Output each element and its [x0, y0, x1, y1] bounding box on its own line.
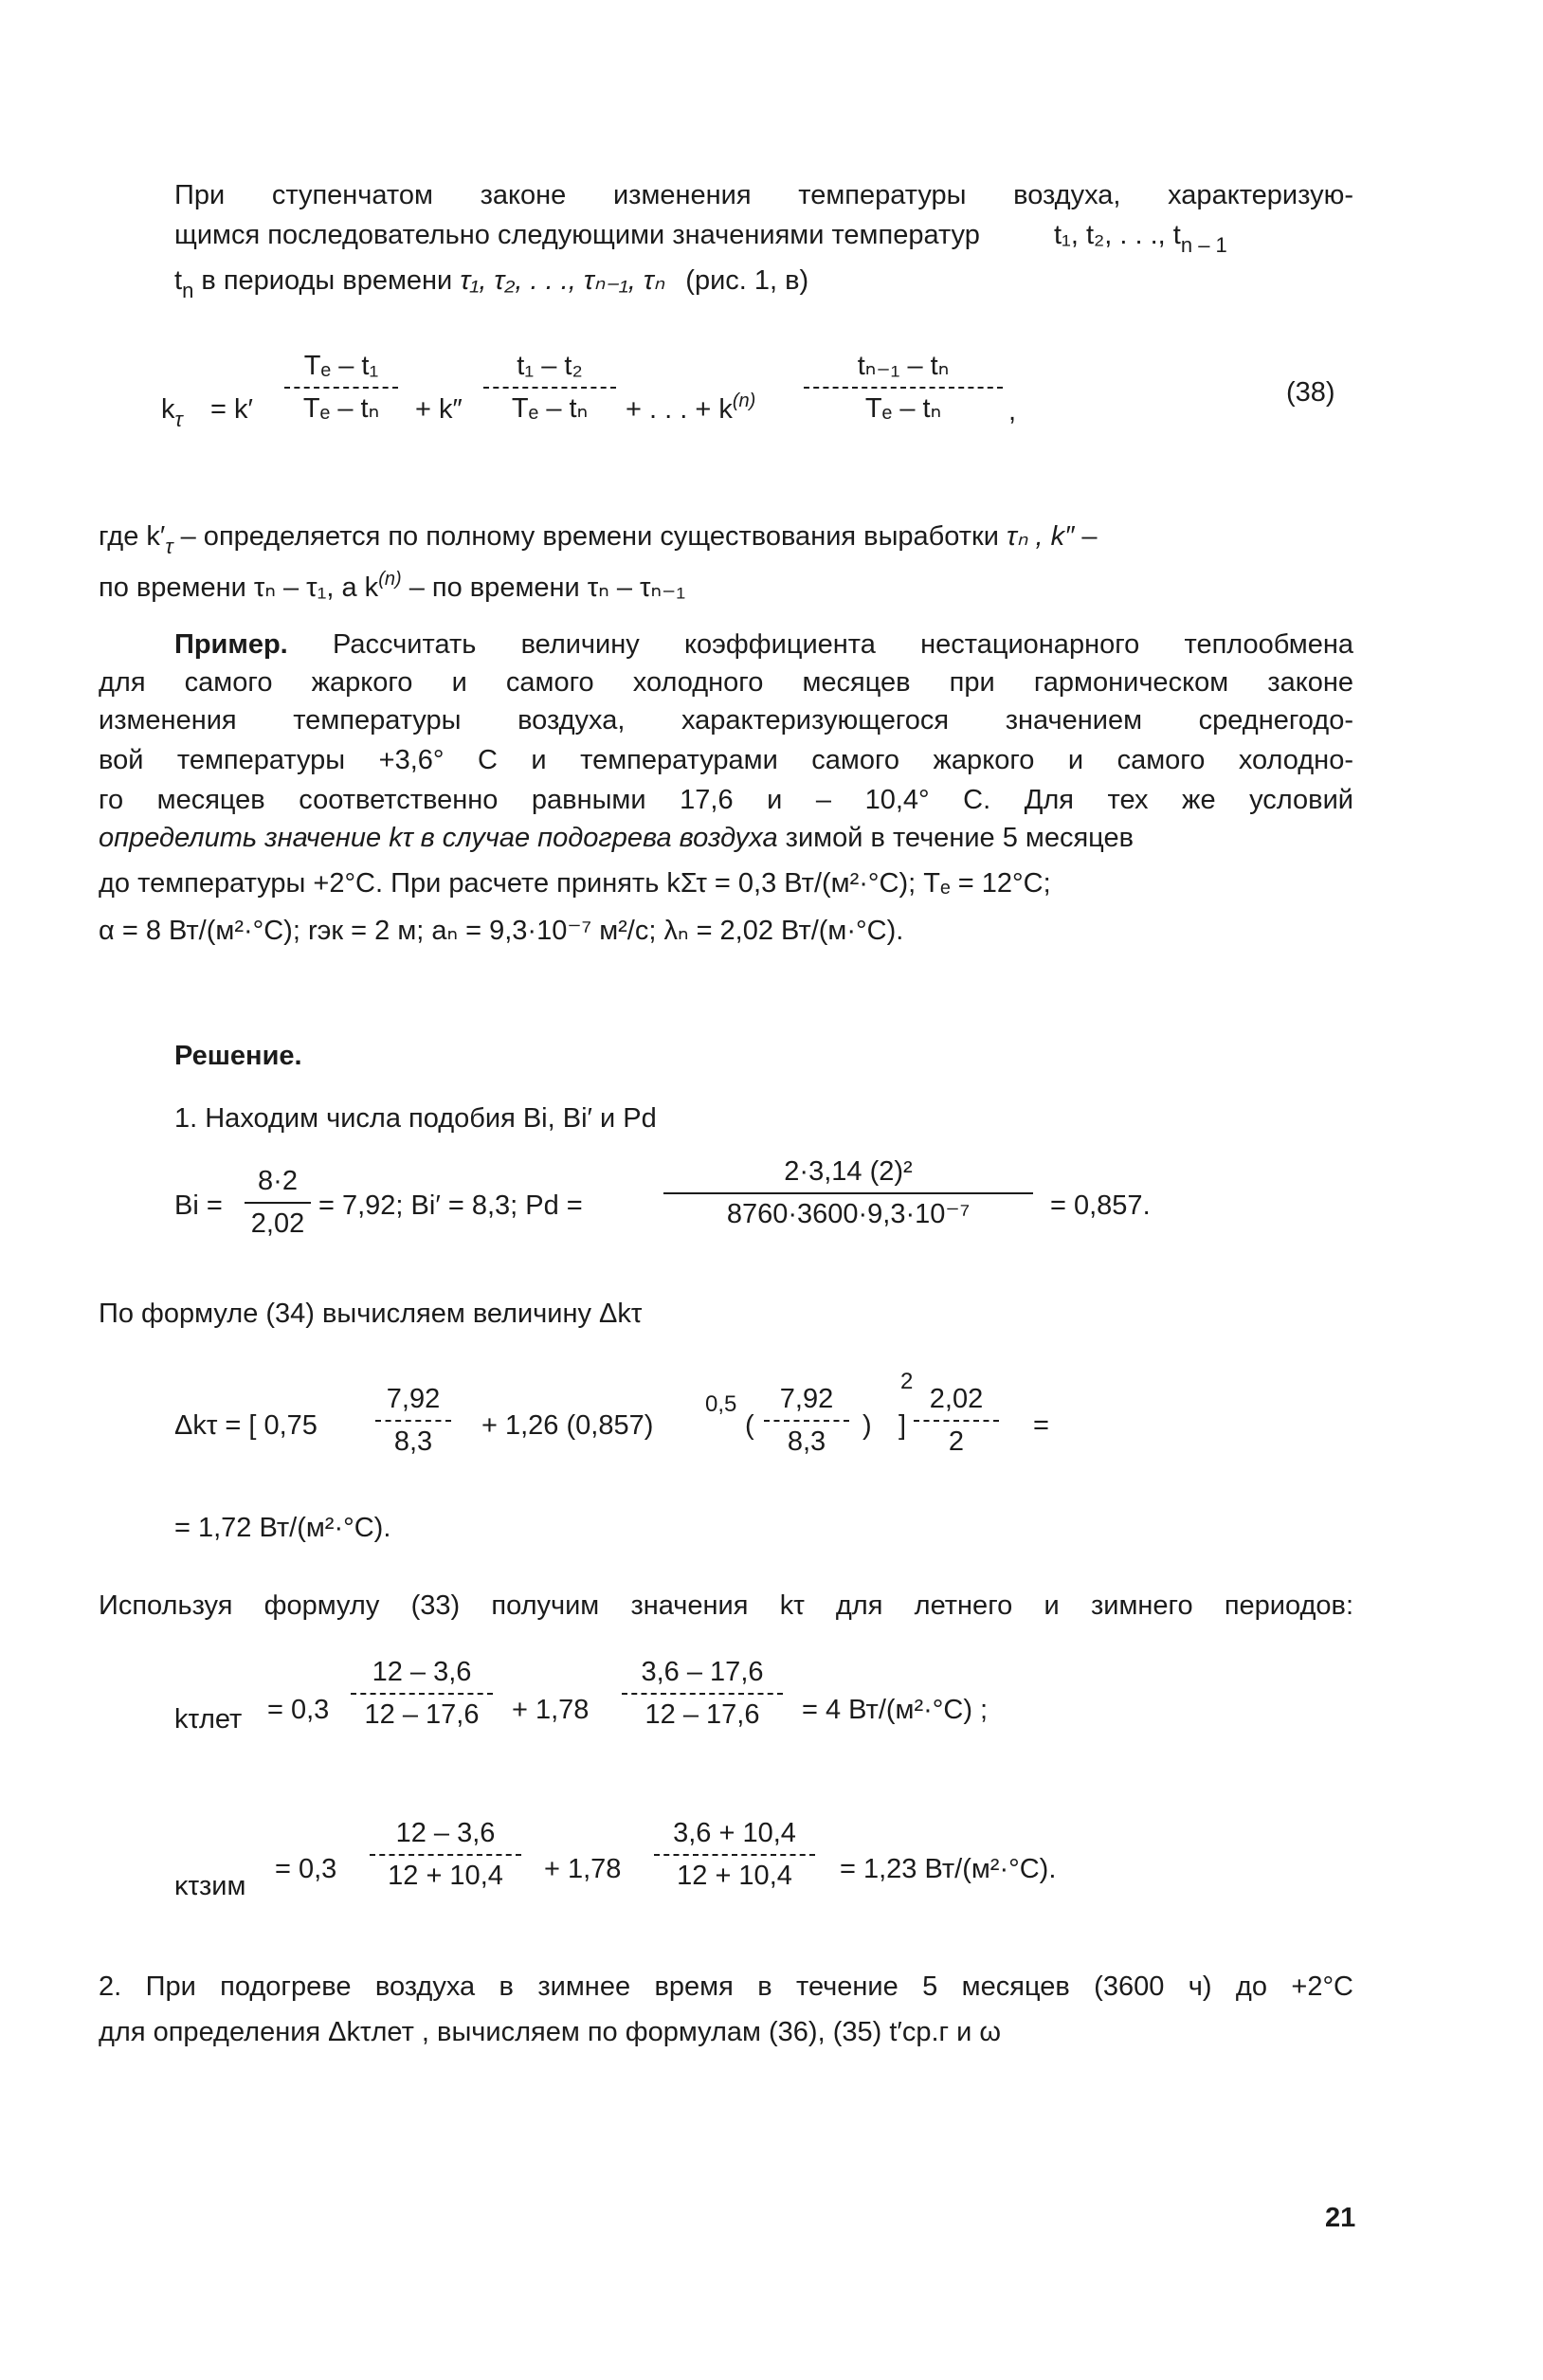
- pd-num: 2·3,14 (2)²: [784, 1156, 913, 1187]
- dk-open-paren: (: [745, 1410, 754, 1441]
- t-n: t: [174, 265, 183, 296]
- fraction-bar: [622, 1693, 783, 1695]
- where-dash: –: [1081, 521, 1098, 552]
- solution-step-1: 1. Находим числа подобия Bi, Bi′ и Pd: [174, 1103, 657, 1134]
- eq38-f2-den: Tₑ – tₙ: [511, 393, 589, 424]
- dk-close-paren: ): [862, 1410, 872, 1441]
- k-winter-c2: + 1,78: [544, 1854, 622, 1884]
- dk-f3-num: 2,02: [929, 1384, 984, 1414]
- dk-f2-den: 8,3: [787, 1426, 826, 1457]
- eq38-k: k: [161, 394, 175, 425]
- dk-lhs: Δkτ = [ 0,75: [174, 1410, 318, 1441]
- eq38-fraction-3: [804, 353, 1003, 423]
- kz-f1-num: 12 – 3,6: [395, 1818, 496, 1848]
- eq38-k-sub: τ: [174, 408, 183, 431]
- k-summer-c2: + 1,78: [512, 1695, 590, 1725]
- example-line-3: изменения температуры воздуха, характеризующегося значением среднегодо-: [99, 705, 1353, 736]
- eq38-k3-sup: (n): [732, 391, 756, 411]
- dk-fraction-3: [914, 1386, 999, 1456]
- where-line-2: [99, 569, 686, 603]
- eq38-f2-num: t₁ – t₂: [517, 351, 583, 381]
- t-n-sub: n: [182, 279, 194, 302]
- pd-rest: = 0,857.: [1050, 1190, 1151, 1221]
- eq38-k3: + . . . + k: [626, 394, 733, 425]
- k-summer-result: = 4 Вт/(м²·°С) ;: [802, 1695, 989, 1725]
- dk-result: = 1,72 Вт/(м²·°С).: [174, 1513, 391, 1543]
- example-line-6: [99, 825, 1134, 852]
- fraction-bar: [370, 1854, 521, 1856]
- k-winter-fraction-1: [370, 1820, 521, 1890]
- bi-fraction: [245, 1168, 311, 1238]
- example-line-8: α = 8 Вт/(м²·°С); rэк = 2 м; aₙ = 9,3·10⁻⁷ м²/с; λₙ = 2,02 Вт/(м·°С).: [99, 916, 904, 946]
- where-text-2: по времени τₙ – τ₁, а k: [99, 572, 379, 603]
- kl-f1-num: 12 – 3,6: [372, 1657, 472, 1687]
- fraction-bar: [914, 1420, 999, 1422]
- kl-f1-den: 12 – 17,6: [364, 1699, 480, 1730]
- bi-rest: = 7,92; Bi′ = 8,3; Pd =: [318, 1190, 583, 1221]
- kl-f2-den: 12 – 17,6: [644, 1699, 760, 1730]
- example-text-1: Рассчитать величину коэффициента нестационарного теплообмена: [333, 629, 1353, 660]
- eq38-fraction-2: [483, 353, 616, 423]
- fraction-bar: [284, 387, 398, 389]
- dk-close-bracket: ]: [899, 1410, 907, 1441]
- k-winter-result: = 1,23 Вт/(м²·°С).: [840, 1854, 1057, 1884]
- intro-line-2: щимся последовательно следующими значениями температур: [174, 220, 980, 250]
- bi-num: 8·2: [258, 1166, 298, 1196]
- bi-den: 2,02: [250, 1208, 305, 1239]
- kz-f1-den: 12 + 10,4: [388, 1861, 503, 1891]
- temp-sequence: t₁, t₂, . . ., t: [1054, 220, 1181, 250]
- eq38-f3-den: Tₑ – tₙ: [864, 393, 942, 424]
- eq38-term2-coef: + k″: [415, 394, 463, 425]
- figure-ref: (рис. 1, в): [685, 265, 809, 296]
- tau-sequence: τ₁, τ₂, . . ., τₙ₋₁, τₙ: [460, 265, 665, 296]
- bi-lhs: Bi =: [174, 1190, 223, 1221]
- dk-f3-den: 2: [948, 1426, 965, 1457]
- fraction-bar: [245, 1202, 311, 1204]
- intro-line-3: [174, 265, 809, 302]
- eq38-f1-num: Tₑ – t₁: [303, 351, 379, 381]
- fraction-bar: [764, 1420, 849, 1422]
- eq38-lhs: [161, 394, 183, 431]
- eq38-tail: ,: [1008, 396, 1017, 427]
- k-summer-lhs: kτлет: [174, 1704, 243, 1735]
- where-line-1: [99, 521, 1098, 558]
- dk-fraction-1: [375, 1386, 451, 1456]
- where-text-3: – по времени τₙ – τₙ₋₁: [408, 572, 686, 603]
- intro-line-2-sequence: [1054, 220, 1227, 257]
- example-line-7: до температуры +2°С. При расчете принять kΣτ = 0,3 Вт/(м²·°С); Tₑ = 12°С;: [99, 868, 1051, 899]
- dk-f1-den: 8,3: [393, 1426, 433, 1457]
- eq38-term3-coef: [626, 391, 756, 425]
- eq38-fraction-1: [284, 353, 398, 423]
- k-summer-c1: = 0,3: [267, 1695, 330, 1725]
- fraction-bar: [375, 1420, 451, 1422]
- fraction-bar: [654, 1854, 815, 1856]
- example-line-1: [174, 631, 1353, 659]
- eq38-f3-num: tₙ₋₁ – tₙ: [857, 351, 950, 381]
- intro-line-1: При ступенчатом законе изменения температуры воздуха, характеризую-: [174, 180, 1353, 210]
- dk-equals: =: [1033, 1410, 1049, 1441]
- fraction-bar: [663, 1192, 1033, 1194]
- page-number: 21: [1325, 2203, 1356, 2233]
- dk-middle: + 1,26 (0,857): [481, 1410, 654, 1441]
- fraction-bar: [351, 1693, 493, 1695]
- example-line-4: вой температуры +3,6° С и температурами самого жаркого и самого холодно-: [99, 745, 1353, 775]
- dk-f1-num: 7,92: [386, 1384, 441, 1414]
- kz-f2-den: 12 + 10,4: [677, 1861, 792, 1891]
- pd-fraction: [663, 1158, 1033, 1228]
- k-summer-fraction-1: [351, 1659, 493, 1729]
- kz-f2-num: 3,6 + 10,4: [673, 1818, 796, 1848]
- where-tau: τₙ , k″: [1007, 521, 1075, 552]
- eq38-f1-den: Tₑ – tₙ: [302, 393, 380, 424]
- k-winter-lhs: κτзим: [174, 1871, 246, 1901]
- k-summer-fraction-2: [622, 1659, 783, 1729]
- example-lead: Пример.: [174, 629, 288, 660]
- example-line-5: го месяцев соответственно равными 17,6 и – 10,4° С. Для тех же условий: [99, 785, 1353, 815]
- k-winter-c1: = 0,3: [275, 1854, 337, 1884]
- periods-label: в периоды времени: [201, 265, 453, 296]
- where-k: где k′: [99, 521, 166, 552]
- kl-f2-num: 3,6 – 17,6: [641, 1657, 764, 1687]
- dk-square: 2: [900, 1369, 914, 1394]
- formula-34-line: По формуле (34) вычисляем величину Δkτ: [99, 1299, 643, 1329]
- fraction-bar: [483, 387, 616, 389]
- example-text-6: зимой в течение 5 месяцев: [785, 823, 1134, 853]
- where-k-n-sup: (n): [378, 569, 402, 590]
- eq38-number: (38): [1286, 377, 1335, 408]
- pd-den: 8760·3600·9,3·10⁻⁷: [726, 1199, 971, 1229]
- where-k-sub: τ: [165, 535, 173, 558]
- step-2-line-1: 2. При подогреве воздуха в зимнее время в течение 5 месяцев (3600 ч) до +2°С: [99, 1971, 1353, 2002]
- dk-f2-num: 7,92: [779, 1384, 834, 1414]
- temp-sequence-sub: n – 1: [1180, 233, 1227, 257]
- step-2-line-2: для определения Δkτлет , вычисляем по формулам (36), (35) t′ср.г и ω: [99, 2017, 1002, 2047]
- dk-exponent: 0,5: [705, 1391, 737, 1417]
- solution-heading: Решение.: [174, 1041, 302, 1071]
- example-italic: определить значение kτ в случае подогрева воздуха: [99, 823, 778, 853]
- fraction-bar: [804, 387, 1003, 389]
- dk-fraction-2: [764, 1386, 849, 1456]
- where-text-1: – определяется по полному времени существования выработки: [180, 521, 999, 552]
- k-winter-fraction-2: [654, 1820, 815, 1890]
- eq38-term1-coef: = k′: [210, 394, 253, 425]
- example-line-2: для самого жаркого и самого холодного месяцев при гармоническом законе: [99, 667, 1353, 698]
- formula-33-line: Используя формулу (33) получим значения kτ для летнего и зимнего периодов:: [99, 1590, 1353, 1621]
